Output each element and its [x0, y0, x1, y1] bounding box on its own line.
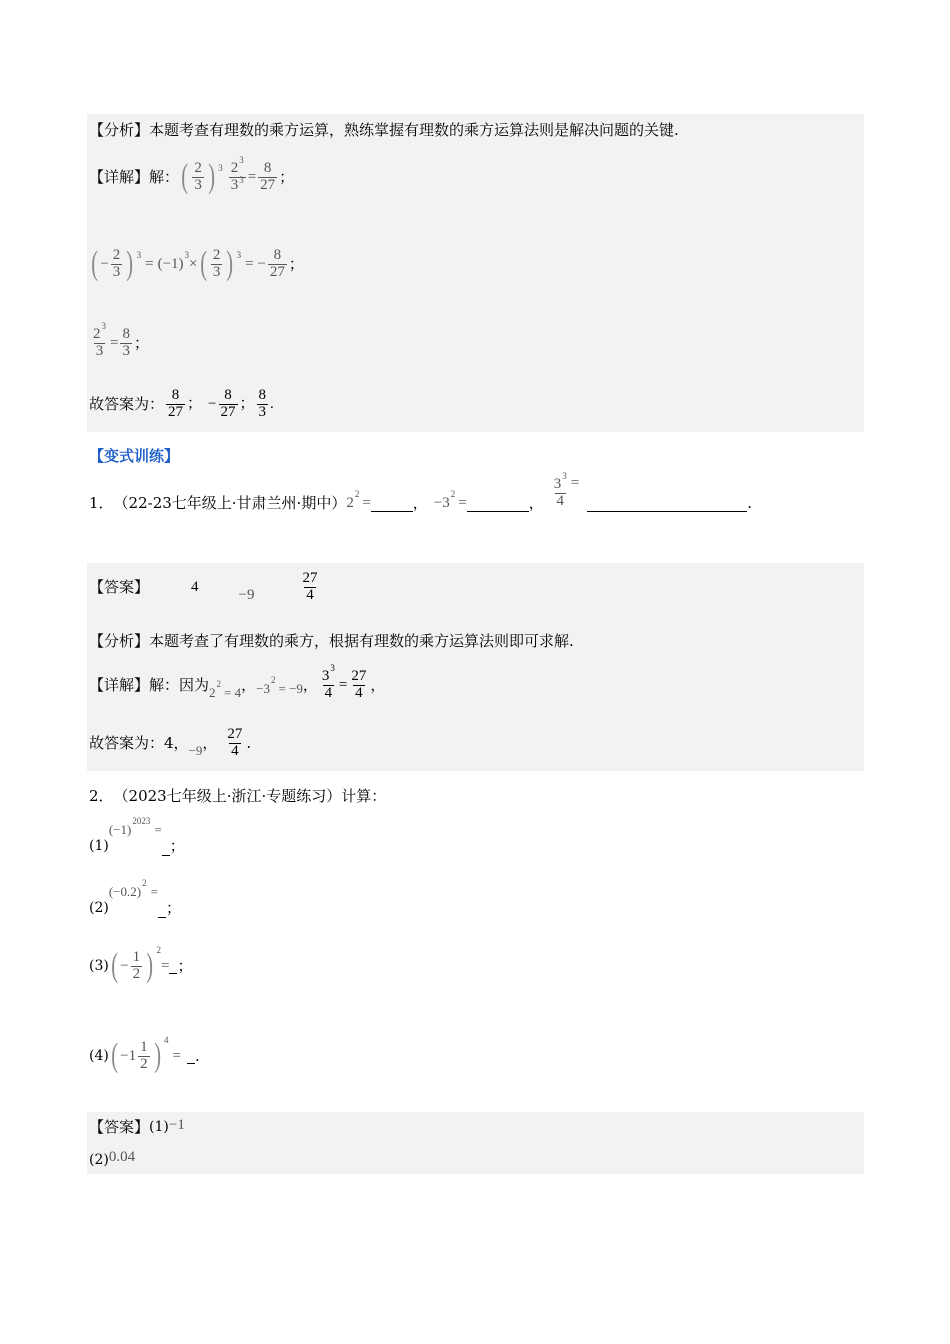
frac-den: 27 [168, 403, 184, 420]
answer-value-1: 4 [191, 579, 199, 595]
frac-den: 2 [140, 1055, 148, 1072]
item-expr [108, 816, 162, 840]
q2-item-1 [89, 816, 185, 856]
frac-num: 8 [171, 386, 180, 403]
equation-3 [89, 320, 134, 360]
equation-1: ( $\frac{2}{3}$ ) 3 $\frac{2^3}{3^3}$ = $\frac{8}{27}$ [181, 154, 276, 195]
answer-blank[interactable] [169, 959, 177, 974]
frac-num: 27 [351, 667, 367, 684]
frac-num: 2 [93, 325, 101, 342]
base: 2 [346, 495, 354, 511]
question-2 [89, 786, 386, 806]
semicolon: ； [279, 168, 295, 186]
frac-num: 8 [258, 386, 267, 403]
q2-item-4 [89, 1032, 200, 1080]
frac-num: 3 [321, 667, 330, 684]
frac-den: 3 [194, 176, 202, 193]
answer-label: 【答案】 [89, 578, 150, 596]
question-source: （2023七年级上·浙江·专题练习）计算： [113, 787, 387, 805]
base: 2 [209, 685, 216, 700]
detail-label: 【详解】 [89, 676, 150, 694]
frac-num: 2 [112, 246, 121, 263]
answer-blank[interactable] [371, 495, 413, 512]
item-label: (2) [89, 1152, 109, 1168]
equals: = [150, 884, 158, 899]
exponent: 2 [354, 489, 360, 499]
period: . [270, 396, 274, 412]
exponent: 2 [142, 878, 147, 888]
semicolon: ； [165, 899, 181, 917]
exponent: 3 [136, 250, 142, 260]
answer-block-2 [87, 1112, 864, 1174]
exponent: 3 [562, 470, 567, 481]
item-label: (4) [89, 1048, 109, 1064]
item-label: (3) [89, 958, 109, 974]
times-sign: × [189, 256, 198, 272]
analysis-label: 【分析】 [89, 121, 150, 139]
answer-fraction [223, 727, 246, 760]
exponent: 2023 [132, 816, 151, 826]
answer-blank[interactable] [587, 495, 747, 512]
minus-sign: − [208, 396, 217, 412]
minus-one: (−1) [157, 256, 184, 272]
frac-den: 2 [132, 965, 141, 982]
answer-line-1 [89, 566, 321, 608]
frac-num: 8 [273, 246, 282, 263]
period: . [246, 734, 252, 752]
frac-num: 2 [230, 159, 239, 176]
frac-num: 1 [140, 1038, 148, 1055]
frac-den: 27 [269, 263, 285, 280]
answer-value: −9 [188, 743, 203, 758]
expr: (−0.2) [108, 884, 142, 899]
semicolon: ； [288, 255, 304, 273]
exponent: 2 [156, 945, 161, 955]
frac-den: 3 [112, 263, 121, 280]
answer-summary-2 [89, 722, 251, 764]
comma: ， [302, 676, 318, 694]
frac-den: 3 [230, 176, 239, 193]
frac-den: 4 [231, 742, 239, 759]
equals: = [110, 335, 119, 351]
semicolon: ； [177, 957, 193, 975]
equals: = − [245, 256, 266, 272]
q1-expr-2 [433, 489, 467, 513]
semicolon: ； [169, 837, 185, 855]
equals: = [154, 822, 162, 837]
exponent: 2 [450, 489, 456, 499]
mixed-whole: −1 [120, 1048, 137, 1064]
equals: = [160, 958, 170, 974]
comma: ， [241, 676, 257, 694]
answer-line-2b [89, 1150, 135, 1170]
exponent: 3 [218, 163, 223, 173]
answer-label: 【答案】 [89, 1118, 150, 1136]
result: = 4 [224, 685, 242, 700]
item-expr: ( −1 $\frac{1}{2}$ ) 4 = [109, 1039, 181, 1073]
answer-blank[interactable] [187, 1049, 195, 1064]
q2-item-2 [89, 878, 181, 918]
item-expr: ( − $\frac{1}{2}$ ) 2 = [109, 949, 170, 983]
detail-label: 【详解】 [89, 168, 150, 186]
expr: (−1) [108, 822, 132, 837]
analysis-label: 【分析】 [89, 632, 150, 650]
exponent: 4 [163, 1035, 169, 1045]
a1-expr-1 [209, 679, 242, 703]
period: . [194, 1047, 200, 1065]
frac-num: 1 [132, 948, 141, 965]
q2-item-3 [89, 942, 192, 990]
answer-text: 故答案为：4， [89, 734, 189, 752]
frac-den: 27 [220, 403, 236, 420]
question-source: （22-23七年级上·甘肃兰州·期中） [113, 494, 347, 512]
answer-text: 故答案为： [89, 395, 165, 413]
exponent: 3 [101, 320, 106, 331]
section-title: 【变式训练】 [89, 447, 180, 465]
detail-line-1 [89, 155, 294, 199]
item-label: (1) [89, 838, 109, 854]
exponent: 3 [236, 250, 242, 260]
exponent: 3 [239, 154, 244, 165]
frac-num: 27 [227, 725, 243, 742]
a1-expr-2 [256, 675, 303, 699]
frac-den: 27 [260, 176, 276, 193]
frac-den: 3 [212, 263, 221, 280]
answer-summary-1 [89, 383, 274, 425]
base: −3 [433, 495, 450, 511]
detail-line-3 [89, 320, 149, 363]
answer-blank[interactable] [467, 495, 529, 512]
answer-value: 0.04 [108, 1149, 136, 1165]
equals: = [172, 1048, 181, 1064]
equals: = [362, 495, 371, 511]
detail-line-2 [89, 241, 304, 287]
frac-num: 8 [122, 325, 130, 342]
analysis-line-2 [89, 631, 574, 651]
question-number: 1． [89, 494, 114, 512]
answer-value-2: −9 [238, 587, 255, 603]
q1-expr-1 [346, 489, 371, 513]
detail-text: 解： [149, 168, 180, 186]
exponent: 3 [184, 250, 190, 260]
exponent: 3 [330, 662, 335, 673]
answer-value-3 [298, 571, 321, 604]
answer-blank[interactable] [162, 841, 170, 856]
item-expr [108, 878, 158, 902]
answer-values [164, 388, 274, 421]
frac-den: 4 [306, 586, 314, 603]
analysis-line [89, 120, 679, 140]
equation-2: ( − $\frac{2}{3}$ ) 3 = (−1) 3 × ( $\frac{2}{3}$ ) 3 = − $\frac{8}{27}$ [91, 245, 285, 282]
separator: ； [239, 396, 255, 412]
frac-den: 4 [355, 684, 363, 701]
frac-den: 3 [122, 342, 130, 359]
equals: = [247, 169, 257, 185]
item-label: (1) [149, 1119, 169, 1135]
frac-den: 3 [258, 403, 267, 420]
frac-den: 4 [556, 492, 565, 509]
answer-line-2a [89, 1117, 185, 1137]
q1-expr-3 [550, 470, 580, 510]
minus-sign: − [120, 958, 129, 974]
analysis-text: 本题考查有理数的乘方运算，熟练掌握有理数的乘方运算法则是解决问题的关键. [149, 121, 679, 139]
minus-sign: − [100, 256, 109, 272]
exponent: 3 [239, 174, 244, 185]
semicolon: ； [133, 334, 149, 352]
comma: ， [370, 676, 386, 694]
comma: ， [202, 734, 218, 752]
comma: ， [528, 494, 544, 512]
equals: = [458, 495, 467, 511]
frac-num: 3 [553, 475, 562, 492]
frac-den: 3 [95, 342, 104, 359]
exponent: 2 [270, 675, 276, 685]
question-1 [89, 470, 753, 526]
separator: ； [187, 396, 203, 412]
comma: ， [412, 494, 428, 512]
frac-num: 2 [194, 159, 202, 176]
frac-num: 8 [224, 386, 232, 403]
frac-num: 27 [302, 569, 318, 586]
frac-den: 4 [324, 684, 333, 701]
answer-blank[interactable] [158, 903, 166, 918]
question-number: 2． [89, 787, 114, 805]
frac-num: 8 [263, 159, 272, 176]
equals: = [145, 256, 154, 272]
item-label: (2) [89, 900, 109, 916]
frac-num: 2 [212, 246, 221, 263]
equals: = [338, 677, 348, 693]
analysis-text: 本题考查了有理数的乘方，根据有理数的乘方运算法则即可求解. [149, 632, 574, 650]
detail-line-a1 [89, 663, 385, 707]
period: . [747, 494, 753, 512]
equals: = [570, 475, 580, 491]
a1-expr-3 [318, 662, 370, 702]
detail-text: 解：因为 [149, 676, 210, 694]
result: = −9 [278, 681, 303, 696]
exponent: 2 [216, 679, 222, 689]
base: −3 [256, 681, 270, 696]
answer-value: −1 [168, 1117, 185, 1133]
